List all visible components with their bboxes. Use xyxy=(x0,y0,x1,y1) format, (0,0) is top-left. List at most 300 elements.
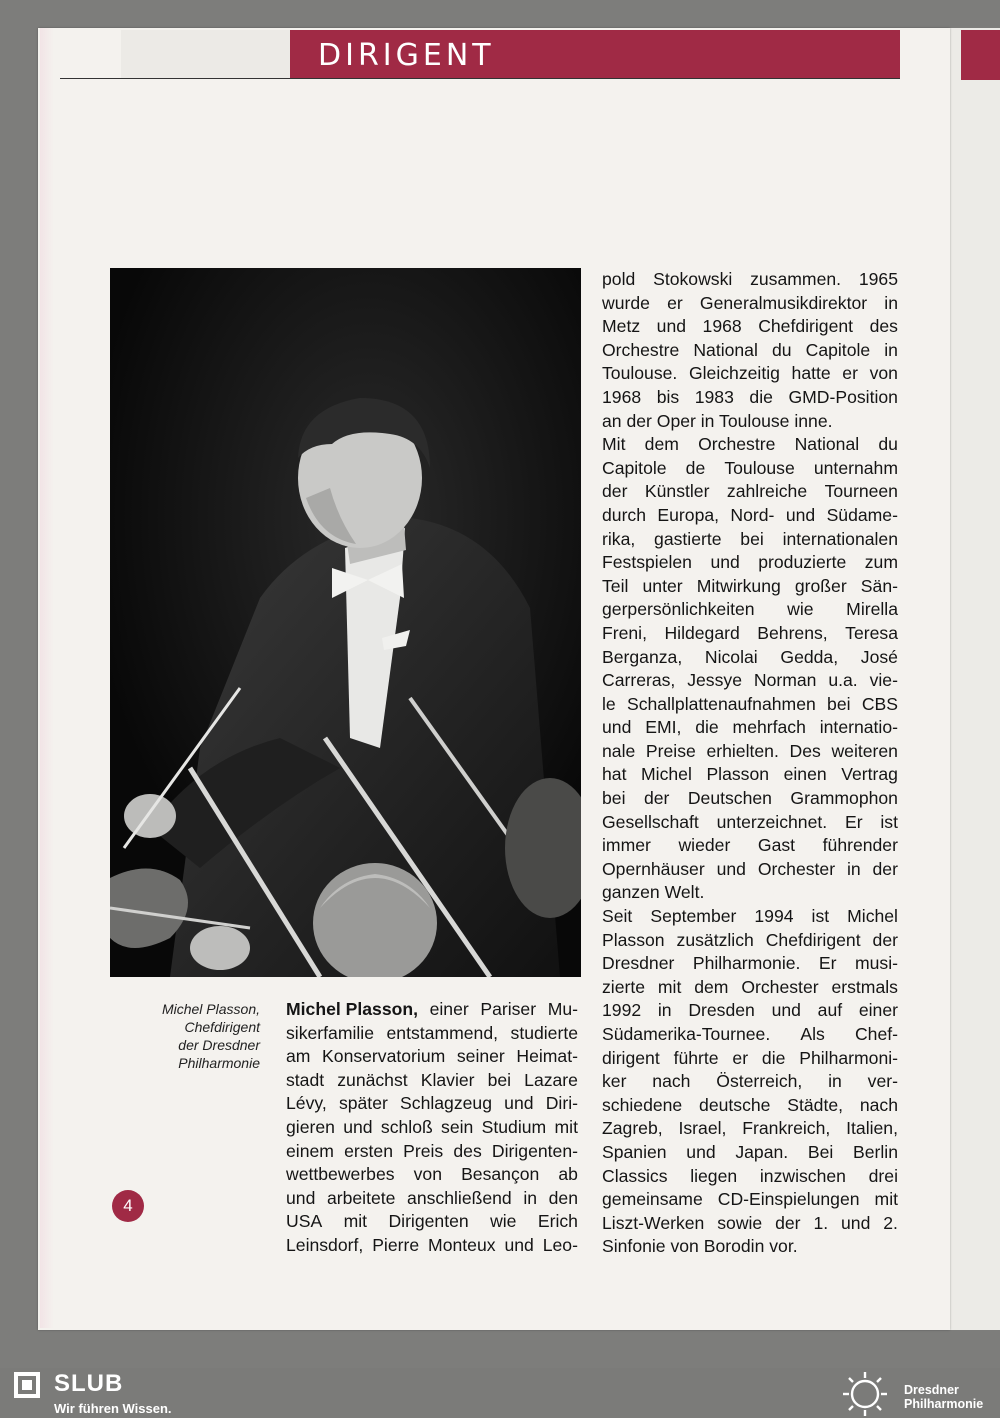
text-word: Preis xyxy=(403,1140,444,1161)
text-word: 1968 xyxy=(702,316,742,337)
text-word: le xyxy=(602,693,616,714)
body-text-right-column xyxy=(602,268,898,1259)
text-word: sowie xyxy=(717,1212,763,1233)
text-word: mit xyxy=(657,976,682,997)
text-word: später xyxy=(338,1093,388,1114)
text-line xyxy=(602,1235,898,1259)
text-line xyxy=(286,1092,578,1116)
text-line xyxy=(602,693,898,717)
text-word: ker xyxy=(602,1071,627,1092)
text-word: in xyxy=(657,1000,672,1021)
text-word: Er xyxy=(844,811,863,832)
text-line xyxy=(602,504,898,528)
text-word: die xyxy=(749,386,773,407)
text-word: Erich xyxy=(537,1211,578,1232)
text-word: seiner xyxy=(456,1046,505,1067)
text-word: Plasson xyxy=(602,929,665,950)
text-word: Diri- xyxy=(545,1093,578,1114)
text-line xyxy=(286,1187,578,1211)
text-word: drei xyxy=(868,1165,898,1186)
text-word: der xyxy=(643,788,670,809)
text-word: GMD-Position xyxy=(788,386,898,407)
text-word: Als xyxy=(800,1024,825,1044)
text-word: und xyxy=(686,1141,716,1162)
text-word: Mit xyxy=(602,434,626,455)
text-line xyxy=(602,740,898,764)
page-margin xyxy=(40,28,54,1328)
next-page-header-strip xyxy=(961,30,1000,80)
text-word: Chefdirigent xyxy=(758,316,854,337)
text-line xyxy=(286,1210,578,1234)
text-word: mit xyxy=(554,1116,578,1137)
text-word: Stokowski xyxy=(653,269,733,289)
text-word: Vertrag xyxy=(841,764,898,785)
text-word: und xyxy=(771,1000,801,1021)
text-word: Konservatorium xyxy=(322,1046,446,1067)
text-word: bei xyxy=(487,1069,512,1090)
text-word: Lévy, xyxy=(286,1093,327,1114)
text-word: September xyxy=(650,906,737,927)
text-word: und xyxy=(602,717,632,738)
text-word: Michel xyxy=(847,906,898,927)
text-line xyxy=(286,1163,578,1187)
text-line xyxy=(602,575,898,599)
partner-name xyxy=(904,1383,983,1411)
text-word: Pierre xyxy=(372,1234,420,1255)
text-word: hatte xyxy=(791,363,831,384)
text-line xyxy=(602,646,898,670)
text-line xyxy=(286,1045,578,1069)
text-word: führte xyxy=(673,1047,719,1068)
text-word: Spanien xyxy=(602,1141,667,1162)
text-word: Orchester xyxy=(741,976,819,997)
text-word: Festspielen xyxy=(602,552,692,573)
text-word: Metz xyxy=(602,316,641,337)
text-line xyxy=(602,292,898,316)
text-word: Nord- xyxy=(730,504,775,525)
text-word: Pariser xyxy=(480,999,537,1019)
text-line xyxy=(602,480,898,504)
text-word: gieren xyxy=(286,1116,335,1137)
text-line xyxy=(602,1165,898,1189)
text-line xyxy=(602,1094,898,1118)
library-tagline: Wir führen Wissen. xyxy=(54,1401,172,1416)
text-word: Italien, xyxy=(846,1118,898,1139)
text-word: Teil xyxy=(602,575,629,596)
text-line xyxy=(602,551,898,575)
text-line xyxy=(602,528,898,552)
caption-line: Philharmonie xyxy=(178,1055,260,1071)
text-word: Sän- xyxy=(860,575,898,596)
text-word: die xyxy=(761,1047,786,1068)
text-word: Plasson xyxy=(706,764,770,785)
text-line xyxy=(286,1234,578,1258)
text-line xyxy=(602,1212,898,1236)
text-line xyxy=(286,1022,578,1046)
text-word: Gedda, xyxy=(780,646,839,667)
text-word: und xyxy=(785,504,816,525)
caption-line: Michel Plasson, xyxy=(161,1001,260,1017)
text-word: gemeinsame xyxy=(602,1189,703,1210)
conductor-photo xyxy=(110,268,581,977)
slub-logo-icon xyxy=(14,1372,40,1398)
text-word: und xyxy=(656,316,687,337)
text-line xyxy=(602,1117,898,1141)
text-word: National xyxy=(794,434,860,455)
text-word: du xyxy=(771,339,792,360)
text-word: Philharmonie. xyxy=(692,953,801,974)
text-word: nach xyxy=(652,1071,691,1092)
text-word: 1965 xyxy=(858,269,898,289)
text-word: Europa, xyxy=(657,504,720,525)
header-band xyxy=(290,30,900,78)
text-line xyxy=(602,386,898,410)
text-word: Capitole xyxy=(805,339,871,360)
partner-name-line: Philharmonie xyxy=(904,1397,984,1411)
text-word: Mirella xyxy=(846,599,898,620)
text-word: in xyxy=(523,1187,538,1208)
text-word: er xyxy=(842,363,858,384)
text-word: der xyxy=(602,481,628,502)
text-line xyxy=(602,1047,898,1071)
text-word: erhielten. xyxy=(706,740,779,761)
text-word: musi- xyxy=(854,953,898,974)
text-word: die xyxy=(695,717,719,738)
text-word: unterzeichnet. xyxy=(716,811,828,832)
text-word: Opernhäuser xyxy=(602,858,705,879)
text-word: sein xyxy=(441,1116,474,1137)
text-word: Teresa xyxy=(845,622,898,643)
text-line xyxy=(602,811,898,835)
text-word: 1992 xyxy=(602,1000,642,1021)
text-word: Michel Plasson, xyxy=(286,999,418,1019)
text-word: Freni, xyxy=(602,622,647,643)
text-word: Japan. xyxy=(735,1141,789,1162)
text-word: u.a. xyxy=(828,670,858,691)
text-word: schloß xyxy=(380,1116,433,1137)
text-word: zunächst xyxy=(337,1069,408,1090)
text-word: und xyxy=(841,1212,871,1233)
text-word: Frankreich, xyxy=(742,1118,831,1139)
text-line xyxy=(602,1188,898,1212)
page-number: 4 xyxy=(112,1190,144,1222)
text-line xyxy=(602,457,898,481)
text-word: hat xyxy=(602,764,627,785)
text-word: CBS xyxy=(861,693,898,714)
text-word: wie xyxy=(490,1211,517,1232)
text-word: Berlin xyxy=(853,1141,898,1162)
text-word: liegen xyxy=(690,1165,738,1186)
text-word: Lazare xyxy=(524,1069,578,1090)
text-word: immer xyxy=(602,835,651,856)
text-word: in xyxy=(846,858,861,879)
text-word: Mitwirkung xyxy=(696,575,781,596)
text-word: National xyxy=(693,339,758,360)
text-word: auf xyxy=(817,1000,843,1021)
text-line xyxy=(286,1116,578,1140)
text-word: in xyxy=(884,292,898,313)
text-word: pold xyxy=(602,269,636,289)
text-word: zusätzlich xyxy=(676,929,754,950)
text-word: Israel, xyxy=(678,1118,727,1139)
text-word: einer xyxy=(429,999,469,1019)
text-word: Schallplattenaufnahmen xyxy=(626,693,816,714)
partner-name-line: Dresdner xyxy=(904,1383,959,1397)
text-word: Carreras, xyxy=(602,670,676,691)
text-word: Dirigenten- xyxy=(491,1140,578,1161)
text-word: 1. xyxy=(813,1212,829,1233)
text-word: arbeitete xyxy=(326,1187,396,1208)
text-line xyxy=(602,339,898,363)
text-line xyxy=(602,433,898,457)
text-word: Generalmusikdirektor xyxy=(699,292,868,313)
text-word: bei xyxy=(602,788,626,809)
caption-line: der Dresdner xyxy=(178,1037,260,1053)
photo-illustration xyxy=(110,268,581,977)
text-word: deutsche xyxy=(699,1094,771,1115)
text-word: Schlagzeug xyxy=(400,1093,492,1114)
text-line xyxy=(602,362,898,386)
text-word: Philharmoni- xyxy=(799,1047,898,1068)
text-word: inzwischen xyxy=(759,1165,846,1186)
header-left-block xyxy=(121,30,291,78)
text-word: bei xyxy=(827,693,851,714)
text-word: großer xyxy=(794,575,847,596)
text-word: den xyxy=(548,1187,578,1208)
text-word: von xyxy=(869,363,898,384)
text-word: Dresdner xyxy=(602,953,675,974)
text-line xyxy=(602,929,898,953)
text-word: und xyxy=(710,552,740,573)
text-word: Bei xyxy=(807,1141,834,1162)
text-word: Norman xyxy=(753,670,817,691)
text-word: Mu- xyxy=(547,999,578,1019)
text-line xyxy=(602,598,898,622)
text-word: des xyxy=(453,1140,482,1161)
text-word: zierte xyxy=(602,976,646,997)
text-word: Nicolai xyxy=(704,646,758,667)
text-word: Seit xyxy=(602,906,633,927)
text-word: entstammend, xyxy=(386,1022,498,1043)
text-word: Klavier xyxy=(420,1069,475,1090)
text-word: des xyxy=(869,316,898,337)
text-word: mehrfach xyxy=(732,717,806,738)
text-word: Dirigenten xyxy=(388,1211,469,1232)
text-word: Jessye xyxy=(687,670,742,691)
text-word: zahlreiche xyxy=(726,481,808,502)
text-word: Österreich, xyxy=(716,1071,803,1092)
text-word: Classics xyxy=(602,1165,668,1186)
text-word: du xyxy=(878,434,898,455)
text-word: einer xyxy=(858,1000,898,1021)
text-word: am xyxy=(286,1046,311,1067)
text-word: ist xyxy=(811,906,830,927)
text-word: er xyxy=(667,292,683,313)
text-word: Preise xyxy=(645,740,696,761)
text-word: Capitole xyxy=(602,457,667,478)
text-word: de xyxy=(685,457,706,478)
section-title: DIRIGENT xyxy=(318,38,495,73)
text-word: in xyxy=(884,339,898,360)
text-word: und xyxy=(504,1234,534,1255)
text-word: ist xyxy=(880,811,898,832)
text-word: dem xyxy=(694,976,729,997)
text-word: Gleichzeitig xyxy=(688,363,780,384)
text-line xyxy=(602,834,898,858)
text-word: Leinsdorf, xyxy=(286,1234,364,1255)
text-word: und xyxy=(343,1116,373,1137)
text-line xyxy=(602,315,898,339)
text-word: der xyxy=(775,1212,801,1233)
text-word: Städte, xyxy=(787,1094,844,1115)
text-word: Michel xyxy=(641,764,692,785)
philharmonie-logo-icon xyxy=(840,1370,890,1418)
text-word: rika, xyxy=(602,528,636,549)
text-line xyxy=(602,999,898,1023)
text-word: Liszt-Werken xyxy=(602,1212,705,1233)
text-line xyxy=(602,1141,898,1165)
text-word: Studium xyxy=(481,1116,547,1137)
text-word: 1994 xyxy=(754,906,794,927)
caption-line: Chefdirigent xyxy=(184,1019,260,1035)
text-word: Er xyxy=(818,953,837,974)
text-word: Behrens, xyxy=(757,622,828,643)
text-word: studierte xyxy=(510,1022,578,1043)
text-word: Chef- xyxy=(854,1024,898,1044)
text-word: mit xyxy=(343,1211,368,1232)
text-line xyxy=(602,669,898,693)
text-word: einem xyxy=(286,1140,334,1161)
text-word: unter xyxy=(642,575,683,596)
text-word: vie- xyxy=(869,670,898,691)
text-line xyxy=(286,1069,578,1093)
text-line xyxy=(602,410,898,434)
text-word: weiteren xyxy=(831,740,898,761)
text-word: Des xyxy=(789,740,821,761)
text-word: stadt xyxy=(286,1069,325,1090)
text-word: ver- xyxy=(867,1071,898,1092)
header-rule xyxy=(60,78,900,79)
text-word: produzierte xyxy=(758,552,847,573)
text-word: Toulouse xyxy=(724,457,795,478)
text-word: Orchester xyxy=(757,858,836,879)
text-word: Sinfonie von Borodin vor. xyxy=(602,1236,798,1257)
text-word: anschließend xyxy=(407,1187,512,1208)
text-word: sikerfamilie xyxy=(286,1022,374,1043)
photo-caption xyxy=(128,1000,260,1072)
text-word: Orchestre xyxy=(602,339,680,360)
text-line xyxy=(602,905,898,929)
text-word: Deutschen xyxy=(687,788,772,809)
text-word: Gast xyxy=(757,835,796,856)
text-word: in xyxy=(828,1071,842,1092)
text-word: Toulouse. xyxy=(602,363,678,384)
text-word: Südamerika-Tournee. xyxy=(602,1024,771,1044)
text-word: erstmals xyxy=(831,976,898,997)
text-word: Zagreb, xyxy=(602,1118,663,1139)
text-word: Dresden xyxy=(688,1000,755,1021)
text-word: der xyxy=(872,858,898,879)
text-word: 1968 xyxy=(602,386,642,407)
text-word: Künstler xyxy=(644,481,710,502)
text-line xyxy=(602,1070,898,1094)
text-word: wettbewerbes xyxy=(286,1164,395,1185)
text-word: schiedene xyxy=(602,1094,683,1115)
text-word: und xyxy=(286,1187,316,1208)
text-line xyxy=(602,976,898,1000)
text-word: internationalen xyxy=(782,528,898,549)
text-word: gerpersönlichkeiten xyxy=(602,599,755,620)
text-word: wurde xyxy=(602,292,650,313)
text-word: ab xyxy=(558,1164,578,1185)
text-word: 2. xyxy=(883,1212,898,1233)
text-word: Besançon xyxy=(461,1164,540,1185)
text-word: Tourneen xyxy=(824,481,898,502)
text-word: zusammen. xyxy=(750,269,842,289)
text-word: und xyxy=(504,1093,534,1114)
text-word: Monteux xyxy=(428,1234,496,1255)
text-word: durch xyxy=(602,504,647,525)
text-word: unternahm xyxy=(813,457,898,478)
text-word: Chefdirigent xyxy=(765,929,861,950)
text-line xyxy=(602,881,898,905)
text-line xyxy=(602,858,898,882)
text-word: Orchestre xyxy=(698,434,776,455)
text-word: José xyxy=(860,646,898,667)
text-word: dirigent xyxy=(602,1047,660,1068)
text-word: bis xyxy=(656,386,680,407)
text-word: Berganza, xyxy=(602,646,683,667)
text-word: führender xyxy=(822,835,898,856)
text-word: nale xyxy=(602,740,636,761)
body-text-left-column xyxy=(286,998,578,1258)
text-word: zum xyxy=(864,552,898,573)
next-page-edge xyxy=(948,28,1000,1330)
text-line xyxy=(602,1023,898,1047)
text-word: Grammophon xyxy=(790,788,898,809)
text-word: USA xyxy=(286,1211,323,1232)
text-line xyxy=(286,1140,578,1164)
text-word: CD-Einspielungen xyxy=(717,1189,860,1210)
brochure-page xyxy=(38,28,950,1330)
text-word: Südame- xyxy=(826,504,898,525)
text-word: ersten xyxy=(344,1140,393,1161)
library-name: SLUB xyxy=(54,1370,124,1397)
text-line xyxy=(602,268,898,292)
text-word: von xyxy=(413,1164,442,1185)
text-word: 1983 xyxy=(694,386,734,407)
text-word: Hildegard xyxy=(664,622,740,643)
text-line xyxy=(602,763,898,787)
text-line xyxy=(602,716,898,740)
text-word: Heimat- xyxy=(516,1046,578,1067)
text-line xyxy=(286,998,578,1022)
text-word: ganzen Welt. xyxy=(602,882,705,903)
text-word: EMI, xyxy=(645,717,682,738)
text-line xyxy=(602,787,898,811)
text-word: Gesellschaft xyxy=(602,811,699,832)
text-line xyxy=(602,952,898,976)
text-word: der xyxy=(872,929,898,950)
text-word: mit xyxy=(874,1189,898,1210)
text-word: Leo- xyxy=(542,1234,578,1255)
text-word: internatio- xyxy=(819,717,898,738)
text-word: gastierte xyxy=(654,528,722,549)
text-word: bei xyxy=(740,528,764,549)
text-word: nach xyxy=(859,1094,898,1115)
text-word: wie xyxy=(787,599,814,620)
text-word: dem xyxy=(644,434,679,455)
